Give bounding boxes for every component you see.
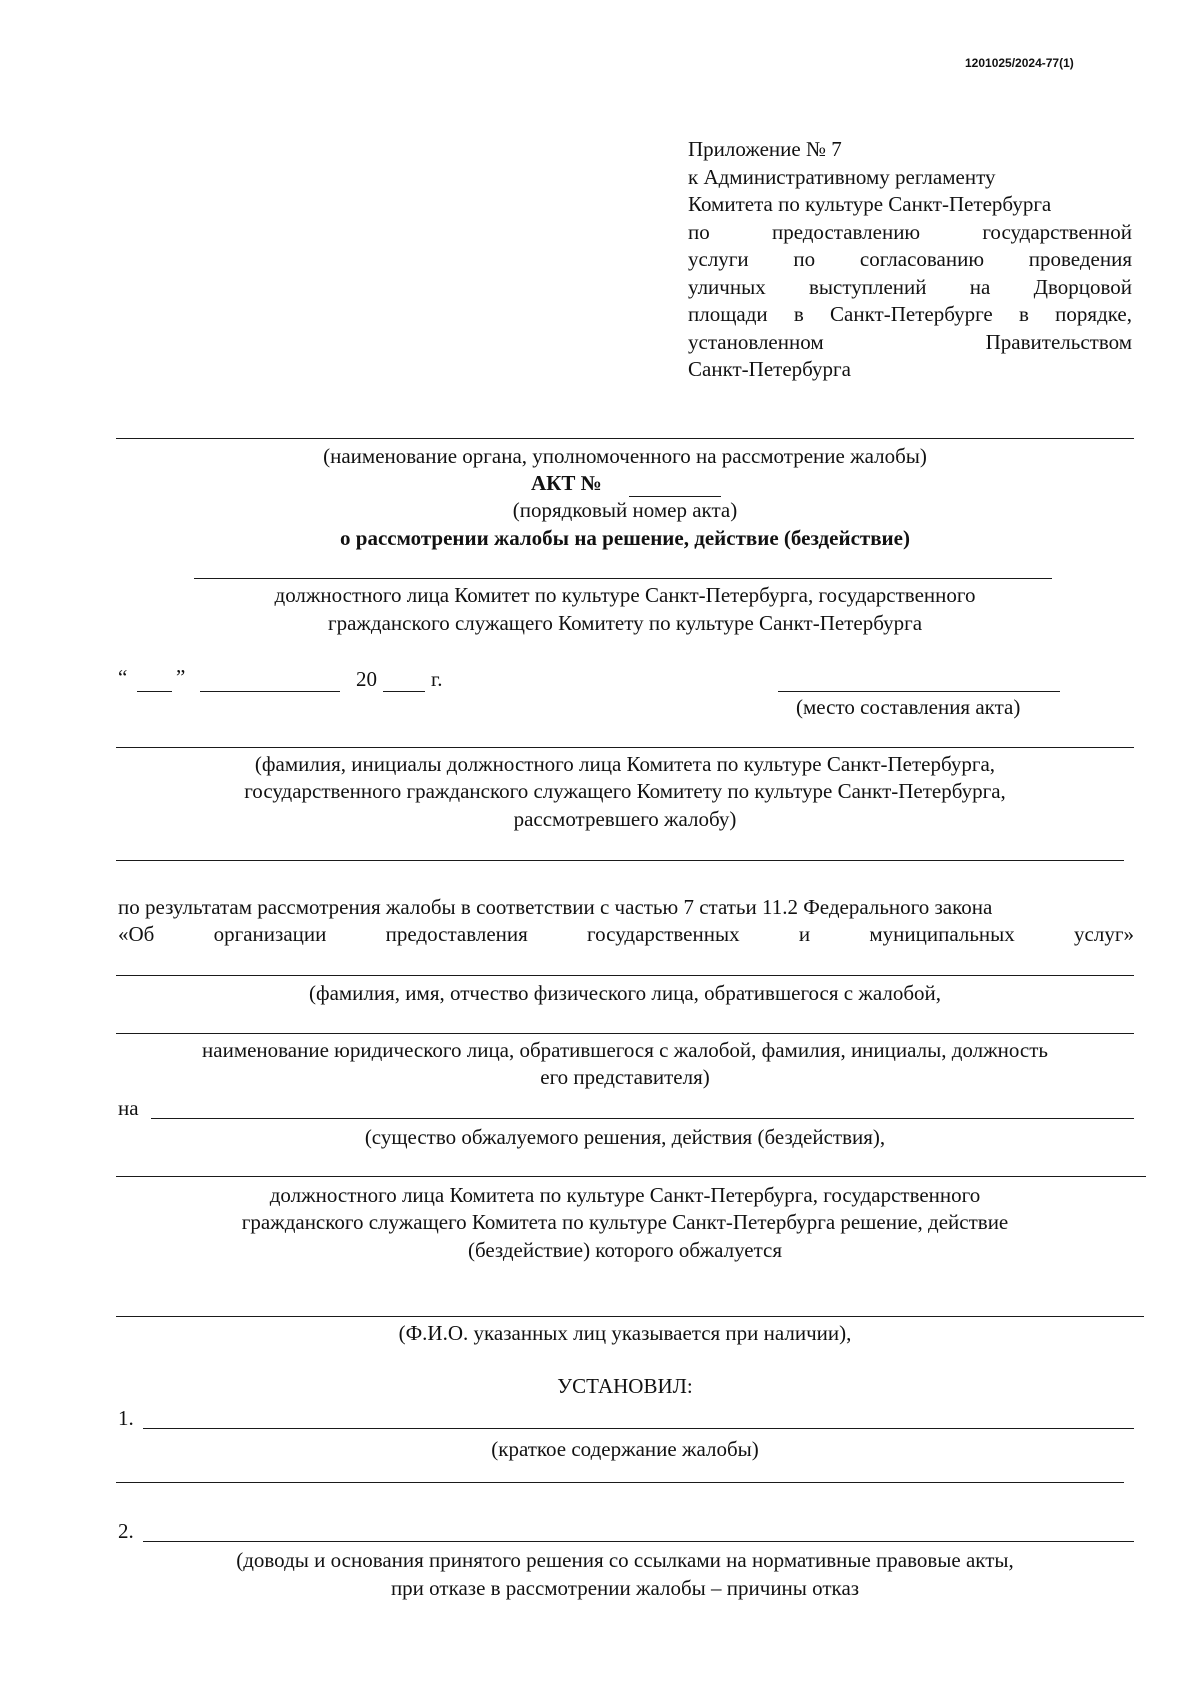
item-1-field[interactable] [143, 1428, 1134, 1429]
basis-word: предоставления [385, 922, 528, 946]
appendix-block [688, 136, 1132, 384]
complainant-person-field[interactable] [116, 975, 1134, 976]
person-caption: (фамилия, имя, отчество физического лица, обратившегося с жалобой, [308, 981, 942, 1005]
appealed-caption-line: должностного лица Комитета по культуре Санкт-Петербурга, государственного [269, 1183, 981, 1207]
appendix-line: услуги по согласованию проведения [688, 247, 1132, 271]
reviewer-extra-field[interactable] [116, 860, 1124, 861]
official-caption-line: должностного лица Комитет по культуре Санкт-Петербурга, государственного [274, 583, 976, 607]
appealed-caption-line: (бездействие) которого обжалуется [467, 1238, 783, 1262]
established-heading: УСТАНОВИЛ: [557, 1374, 693, 1398]
complainant-legal-field[interactable] [116, 1033, 1134, 1034]
basis-word: организации [213, 922, 327, 946]
date-day-field[interactable] [137, 691, 172, 692]
appendix-line: установленном Правительством [688, 329, 1132, 354]
appendix-line: площади в Санкт-Петербурге в порядке, [688, 302, 1132, 326]
date-open-quote: “ [118, 665, 128, 689]
essence-field[interactable] [151, 1118, 1134, 1119]
act-number-caption: (порядковый номер акта) [512, 498, 738, 522]
reviewer-caption-line: (фамилия, инициалы должностного лица Комитета по культуре Санкт-Петербурга, [254, 752, 996, 776]
legal-caption-line: его представителя) [540, 1065, 710, 1089]
fio-caption: (Ф.И.О. указанных лиц указывается при наличии), [398, 1321, 852, 1345]
reviewer-field[interactable] [116, 747, 1134, 748]
document-id: 1201025/2024-77(1) [965, 56, 1074, 70]
basis-line [118, 921, 1134, 948]
basis-word: государственных [587, 922, 740, 946]
basis-line: по результатам рассмотрения жалобы в соответствии с частью 7 статьи 11.2 Федерального закона [118, 895, 993, 919]
fio-field[interactable] [116, 1316, 1144, 1317]
appendix-line: Комитета по культуре Санкт-Петербурга [688, 192, 1052, 216]
item-1-number: 1. [118, 1406, 134, 1430]
appendix-line: по предоставлению государственной [688, 219, 1132, 244]
date-close-quote: ” [176, 665, 186, 689]
official-caption-line: гражданского служащего Комитету по культуре Санкт-Петербурга [327, 611, 923, 635]
essence-caption: (существо обжалуемого решения, действия (бездействия), [364, 1125, 886, 1149]
basis-word: муниципальных [869, 922, 1015, 946]
date-year-field[interactable] [383, 691, 425, 692]
legal-caption-line: наименование юридического лица, обратившегося с жалобой, фамилия, инициалы, должность [202, 1038, 1048, 1062]
date-year-suffix: г. [431, 667, 443, 691]
appealed-caption-line: гражданского служащего Комитета по культуре Санкт-Петербурга решение, действие [241, 1210, 1009, 1234]
place-caption: (место составления акта) [796, 695, 1021, 719]
reviewer-caption-line: государственного гражданского служащего Комитету по культуре Санкт-Петербурга, [244, 779, 1006, 803]
appendix-line: Санкт-Петербурга [688, 357, 851, 381]
appealed-field[interactable] [116, 1176, 1146, 1177]
reviewer-caption-line: рассмотревшего жалобу) [513, 807, 737, 831]
appendix-line: Приложение № 7 [688, 137, 842, 161]
item-2-caption-line: при отказе в рассмотрении жалобы – причины отказ [390, 1576, 860, 1600]
basis-word: услуг» [1074, 922, 1134, 946]
organ-name-field[interactable] [116, 438, 1134, 439]
item-2-field[interactable] [143, 1541, 1134, 1542]
organ-caption: (наименование органа, уполномоченного на рассмотрение жалобы) [323, 444, 927, 468]
item-1-extra-field[interactable] [116, 1482, 1124, 1483]
date-year-prefix: 20 [356, 667, 377, 691]
item-1-caption: (краткое содержание жалобы) [491, 1437, 759, 1461]
item-2-number: 2. [118, 1519, 134, 1543]
act-subject: о рассмотрении жалобы на решение, действие (бездействие) [340, 526, 910, 550]
basis-word: «Об [118, 922, 155, 946]
appendix-line: к Административному регламенту [688, 164, 996, 189]
official-field[interactable] [194, 578, 1052, 579]
date-month-field[interactable] [200, 691, 340, 692]
item-2-caption-line: (доводы и основания принятого решения со ссылками на нормативные правовые акты, [236, 1548, 1014, 1572]
appendix-line: уличных выступлений на Дворцовой [688, 274, 1132, 299]
act-title: АКТ № [531, 471, 602, 495]
on-label: на [118, 1096, 139, 1120]
place-field[interactable] [778, 691, 1060, 692]
basis-word: и [798, 922, 811, 946]
